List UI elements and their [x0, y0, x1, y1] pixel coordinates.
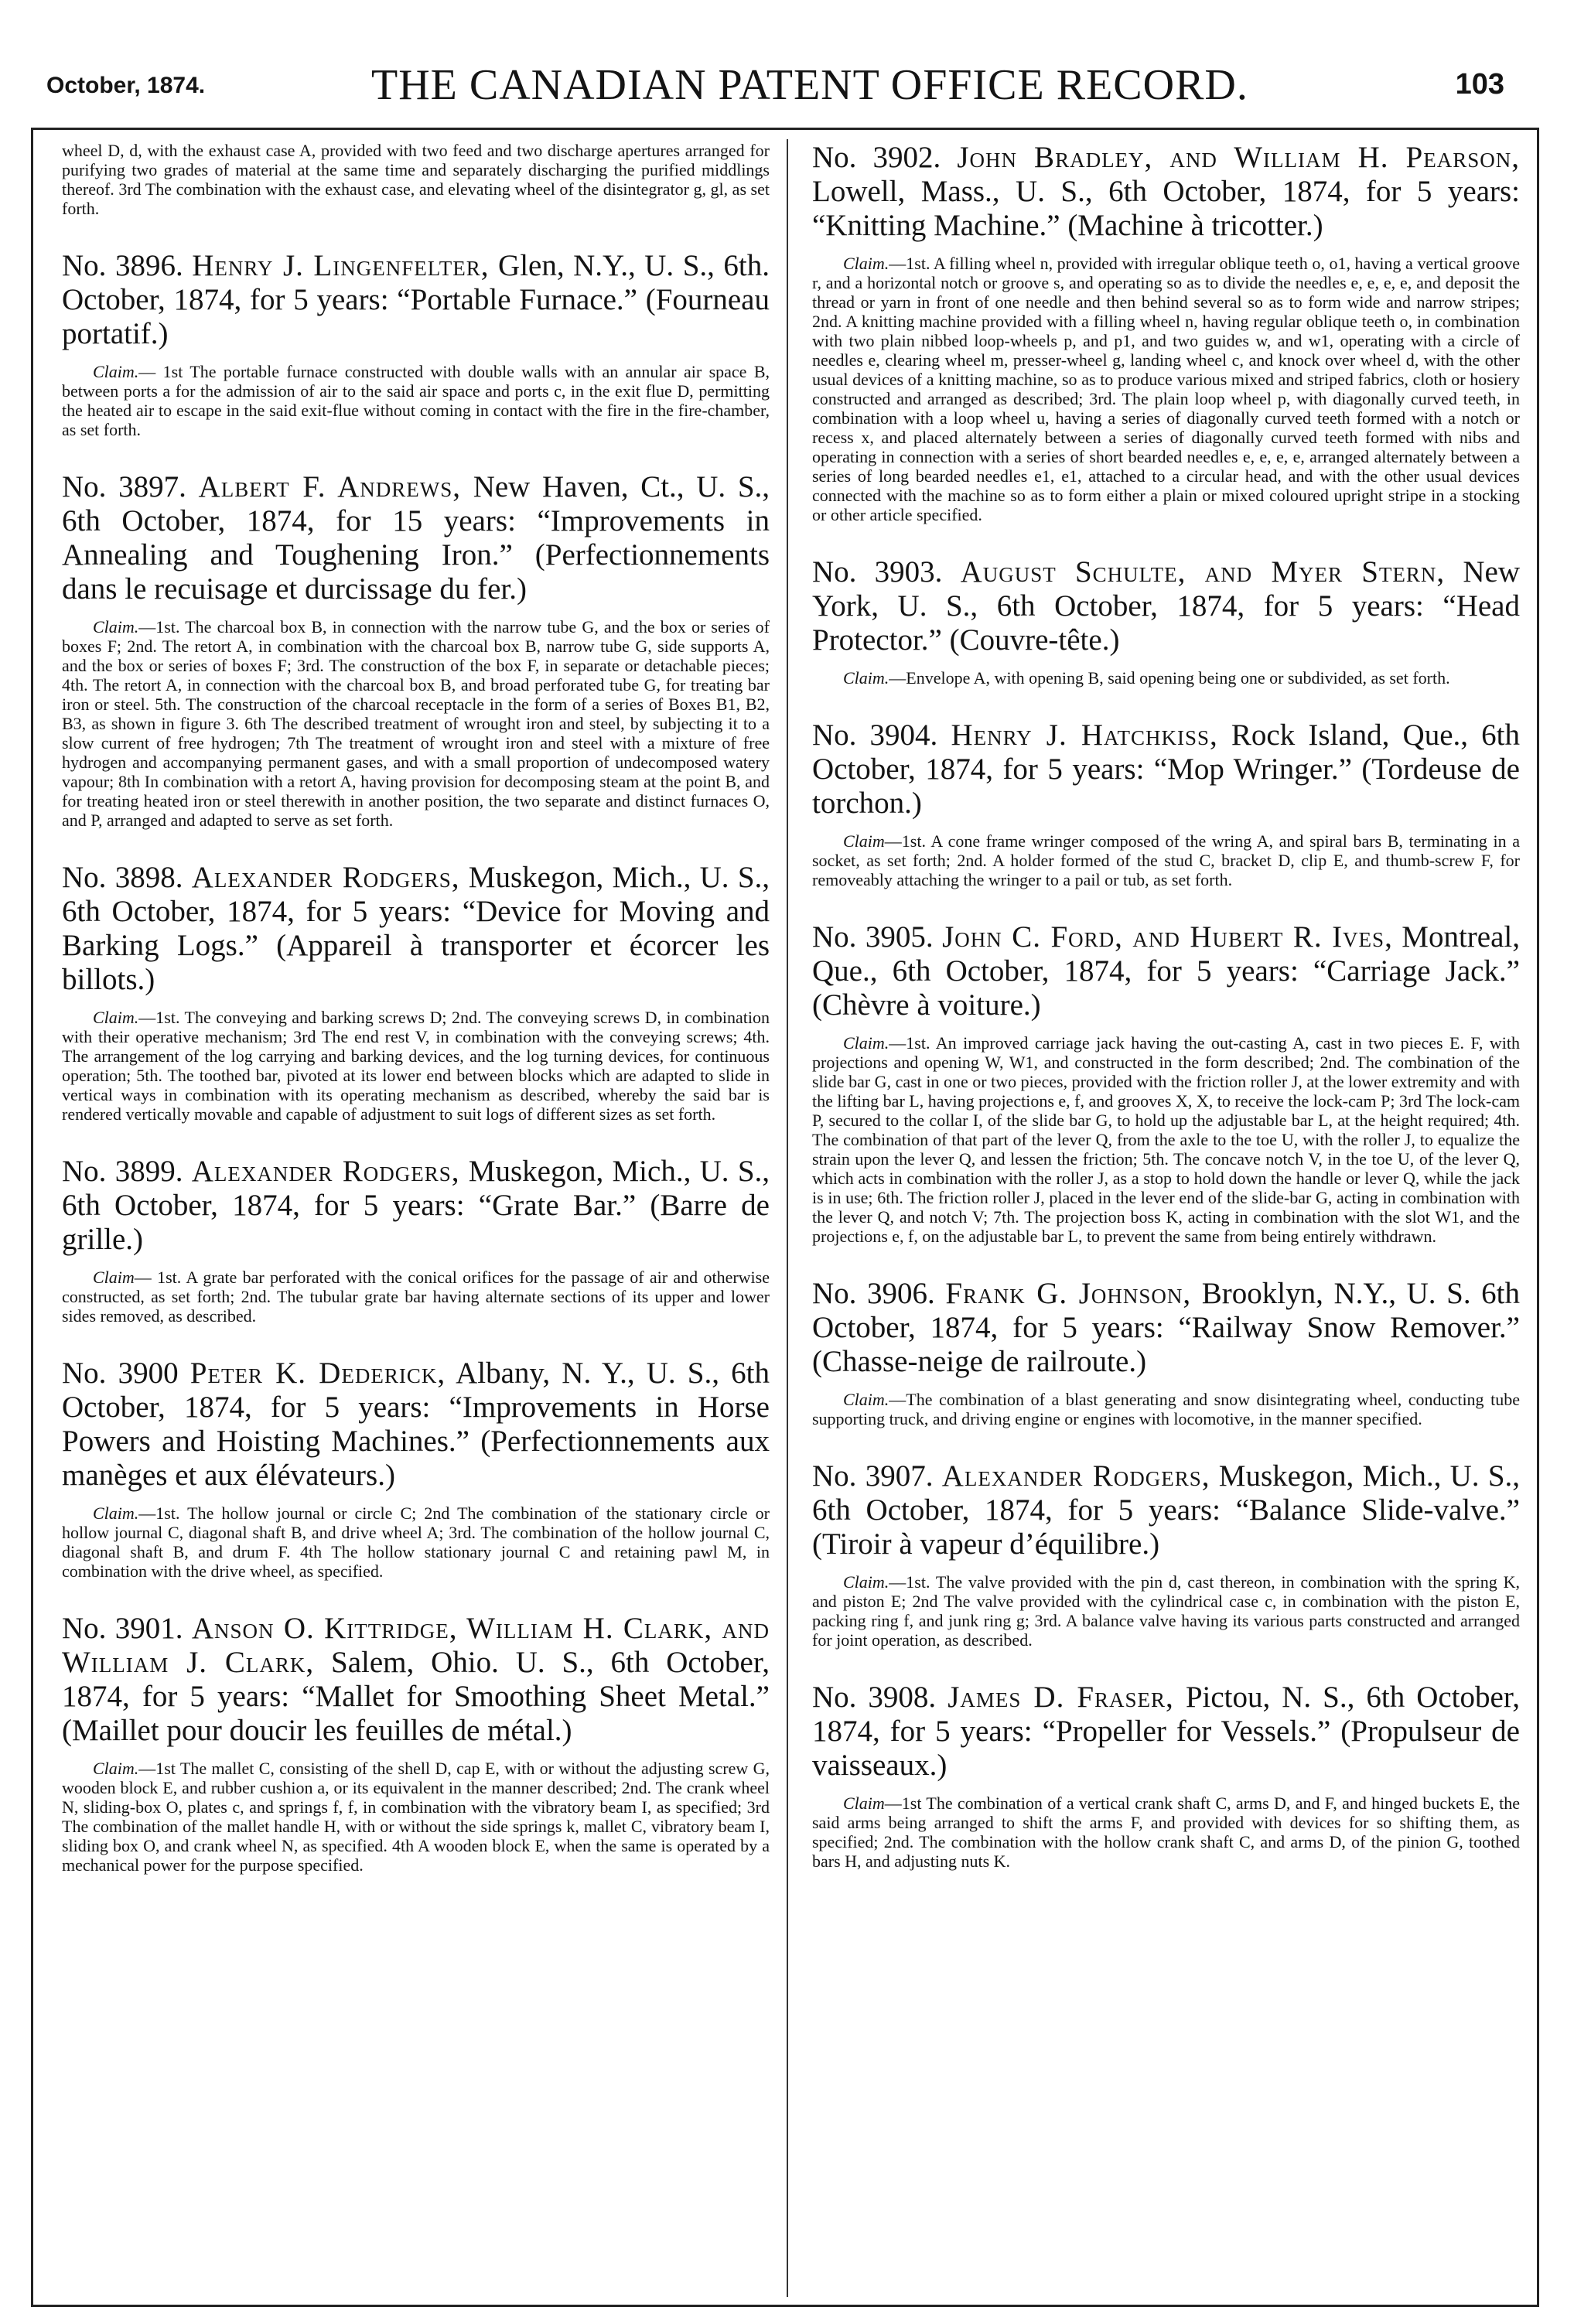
- patent-details: Muskegon, Mich., U. S., 6th October, 1874, for 5 years: “Device for Moving and Barking Logs.” (Appareil à transporter et écorcer les billots.): [62, 861, 770, 996]
- patent-details: Albany, N. Y., U. S., 6th October, 1874, for 5 years: “Improvements in Horse Powers and Hoisting Machines.” (Perfectionnements aux manèges et aux élévateurs.): [62, 1357, 770, 1492]
- patent-claim: [62, 1759, 770, 1875]
- claim-label: Claim: [843, 831, 885, 851]
- publication-title: THE CANADIAN PATENT OFFICE RECORD.: [371, 61, 1248, 109]
- patent-claim: [812, 1572, 1520, 1650]
- patentee-name: Henry J. Hatchkiss,: [951, 718, 1218, 752]
- patent-number: No. 3901.: [62, 1612, 183, 1645]
- claim-text: —1st. The valve provided with the pin d, cast thereon, in combination with the spring K, and piston E; 2nd The valve provided with the cylindrical case c, in combination with the piston E, packing ring f, and junk ring g; 3rd. A balance valve having its various parts constructed and arranged for joint operation, as described.: [812, 1572, 1520, 1650]
- patentee-name: Peter K. Dederick,: [189, 1357, 446, 1390]
- claim-label: Claim.: [93, 617, 139, 636]
- patentee-name: Anson O. Kittridge, William H. Clark, and William J. Clark,: [62, 1612, 770, 1679]
- patent-details: Salem, Ohio. U. S., 6th October, 1874, for 5 years: “Mallet for Smoothing Sheet Metal.” (Maillet pour doucir les feuilles de métal.): [62, 1646, 770, 1747]
- patent-heading: [812, 1459, 1520, 1561]
- claim-label: Claim.: [843, 1572, 889, 1592]
- claim-text: —1st. The conveying and barking screws D; 2nd. The conveying screws D, in combination with their operative mechanism; 3rd The end rest V, in combination with the conveying screws; 4th. The arrangement of the log carrying and barking devices, and the log turning devices, for continuous operation; 5th. The toothed bar, pivoted at its lower end between blocks which are adapted to slide in vertical ways in combination with its operating mechanism as described, whereby the said bar is rendered vertically movable and capable of adjustment to suit logs of different sizes as set forth.: [62, 1008, 770, 1124]
- patent-claim: [62, 1008, 770, 1124]
- page-header: [46, 60, 1516, 114]
- claim-label: Claim.: [843, 1390, 889, 1409]
- patent-heading: [62, 1155, 770, 1257]
- patent-number: No. 3905.: [812, 920, 934, 954]
- patentee-name: Alexander Rodgers,: [191, 861, 460, 894]
- patent-claim: [812, 831, 1520, 889]
- patent-entry-3904: [812, 718, 1520, 889]
- patent-entry-3897: [62, 470, 770, 830]
- patent-heading: [812, 1681, 1520, 1783]
- patent-entry-3908: [812, 1681, 1520, 1871]
- claim-label: Claim.: [843, 254, 889, 273]
- patent-details: Pictou, N. S., 6th October, 1874, for 5 years: “Propeller for Vessels.” (Propulseur de vaisseaux.): [812, 1681, 1521, 1782]
- patent-heading: [62, 1357, 770, 1493]
- patent-details: New Haven, Ct., U. S., 6th October, 1874, for 15 years: “Improvements in Annealing and Toughening Iron.” (Perfectionnements dans le recuisage et durcissage du fer.): [62, 470, 770, 606]
- left-column: [62, 141, 770, 1906]
- patent-number: No. 3904.: [812, 718, 938, 752]
- patent-claim: [812, 254, 1520, 524]
- patent-claim: [62, 362, 770, 439]
- patent-entry-3905: [812, 920, 1520, 1246]
- patent-details: Muskegon, Mich., U. S., 6th October, 1874, for 5 years: “Balance Slide-valve.” (Tiroir à vapeur d’équilibre.): [812, 1459, 1521, 1561]
- claim-text: —1st. A filling wheel n, provided with irregular oblique teeth o, o1, having a vertical groove r, and a horizontal notch or groove s, and operating so as to divide the needles e, e, e, e, and deposit the thread or yarn in front of one needle and then behind several so as to form wide and narrow stripes; 2nd. A knitting machine provided with a filling wheel n, having regular oblique teeth o, in combination with two plain nibbed loop-wheels p, and p1, and two guides w, and w1, operating with a circle of needles e, clearing wheel m, presser-wheel g, landing wheel c, and knock over wheel d, with the other usual devices of a knitting machine, so as to produce various mixed and striped fabrics, cloth or hosiery constructed and arranged as described; 3rd. The plain loop wheel p, with diagonally curved teeth, in combination with a loop wheel u, having a series of diagonally curved teeth formed with a notch or recess x, and placed alternately between a series of diagonally curved teeth formed with nibs and operating in connection with a series of short bearded needles e, e, e, e, arranged alternately between a series of long bearded needles e1, e1, attached to a circular head, and with the other usual devices connected with the machine so as to form either a plain or mixed coloured upright stripe in a stocking or other article specified.: [812, 254, 1520, 524]
- patent-number: No. 3900: [62, 1357, 179, 1390]
- column-rule: [787, 139, 788, 2297]
- patent-details: New York, U. S., 6th October, 1874, for 5 years: “Head Protector.” (Couvre-tête.): [812, 555, 1521, 657]
- claim-text: — 1st The portable furnace constructed with double walls with an annular air space B, between ports a for the admission of air to the said air space and ports c, in the exit flue D, permitting the heated air to escape in the said exit-flue without coming in contact with the fire in the fire-chamber, as set forth.: [62, 362, 770, 439]
- patent-heading: [812, 1277, 1520, 1379]
- claim-label: Claim.: [93, 1008, 139, 1027]
- claim-label: Claim.: [93, 1503, 139, 1523]
- patent-heading: [812, 718, 1520, 821]
- patent-details: Brooklyn, N.Y., U. S. 6th October, 1874, for 5 years: “Railway Snow Remover.” (Chasse-neige de railroute.): [812, 1277, 1521, 1378]
- patent-details: Lowell, Mass., U. S., 6th October, 1874, for 5 years: “Knitting Machine.” (Machine à tricotter.): [812, 175, 1520, 242]
- claim-text: —1st The combination of a vertical crank shaft C, arms D, and F, and hinged buckets E, the said arms being arranged to shift the arms F, and provided with devices for so shifting them, as specified; 2nd. The combination with the hollow crank shaft C, and arms D, of the pinion G, toothed bars H, and adjusting nuts K.: [812, 1793, 1520, 1871]
- patent-claim: [812, 1033, 1520, 1246]
- claim-text: —1st The mallet C, consisting of the shell D, cap E, with or without the adjusting screw G, wooden block E, and rubber cushion a, or its equivalent in the manner described; 2nd. The crank wheel N, sliding-box O, plates c, and springs f, f, in combination with the vibratory beam I, as specified; 3rd The combination of the mallet handle H, with or without the side springs k, mallet C, vibratory beam I, sliding box O, and crank wheel N, as specified. 4th A wooden block E, when the same is operated by a mechanical power for the purpose specified.: [62, 1759, 770, 1875]
- continued-claim: wheel D, d, with the exhaust case A, provided with two feed and two discharge apertures arranged for purifying two grades of material at the same time and separately discharging the purified middlings thereof. 3rd The combination with the exhaust case, and elevating wheel of the disintegrator g, gl, as set forth.: [62, 141, 770, 218]
- patent-details: Muskegon, Mich., U. S., 6th October, 1874, for 5 years: “Grate Bar.” (Barre de grille.): [62, 1155, 770, 1256]
- patent-number: No. 3906.: [812, 1277, 935, 1310]
- patent-entry-3903: [812, 555, 1520, 688]
- patent-heading: [62, 1612, 770, 1748]
- claim-label: Claim: [93, 1268, 135, 1287]
- patent-claim: [812, 1793, 1520, 1871]
- patent-claim: [812, 668, 1520, 688]
- patent-entry-3902: [812, 141, 1520, 524]
- patent-number: No. 3897.: [62, 470, 186, 503]
- patent-number: No. 3907.: [812, 1459, 934, 1493]
- patentee-name: August Schulte, and Myer Stern,: [960, 555, 1446, 589]
- patent-entry-3907: [812, 1459, 1520, 1650]
- patent-heading: [62, 470, 770, 606]
- claim-text: —The combination of a blast generating and snow disintegrating wheel, conducting tube supporting truck, and driving engine or engines with locomotive, in the manner specified.: [812, 1390, 1520, 1428]
- claim-text: —1st. The charcoal box B, in connection with the narrow tube G, and the box or series of boxes F; 2nd. The retort A, in combination with the charcoal box B, narrow tube G, side supports A, and the box or series of boxes F; 3rd. The construction of the box F, in separate or detachable pieces; 4th. The retort A, in connection with the charcoal box B, and broad perforated tube G, for treating bar iron or steel. 5th. The construction of the charcoal receptacle in the form of a series of Boxes B1, B2, B3, as shown in figure 3. 6th The described treatment of wrought iron and steel, by subjecting it to a slow current of free hydrogen; 7th The treatment of wrought iron and steel with a mixture of free hydrogen and accompanying permanent gases, and with a small proportion of undecomposed watery vapour; 8th In combination with a retort A, having provision for decomposing steam at the point B, and for treating heated iron or steel therewith in another position, the two separate and distinct furnaces O, and P, arranged and adapted to serve as set forth.: [62, 617, 770, 830]
- patent-details: Rock Island, Que., 6th October, 1874, for 5 years: “Mop Wringer.” (Tordeuse de torchon.): [812, 718, 1521, 820]
- patent-number: No. 3903.: [812, 555, 943, 589]
- right-column: [812, 141, 1520, 1902]
- patent-heading: [812, 141, 1520, 243]
- patentee-name: John C. Ford, and Hubert R. Ives,: [942, 920, 1393, 954]
- patentee-name: Henry J. Lingenfelter,: [192, 249, 490, 282]
- patent-entry-3900: [62, 1357, 770, 1581]
- patent-claim: [812, 1390, 1520, 1428]
- page-number: 103: [1455, 68, 1504, 101]
- patent-details: Glen, N.Y., U. S., 6th. October, 1874, for 5 years: “Portable Furnace.” (Fourneau portatif.): [62, 249, 770, 350]
- patentee-name: Alexander Rodgers,: [191, 1155, 460, 1188]
- patentee-name: Frank G. Johnson,: [945, 1277, 1192, 1310]
- patent-entry-3896: [62, 249, 770, 439]
- patentee-name: Alexander Rodgers,: [941, 1459, 1210, 1493]
- patent-entry-3898: [62, 861, 770, 1124]
- patent-details: Montreal, Que., 6th October, 1874, for 5 years: “Carriage Jack.” (Chèvre à voiture.): [812, 920, 1521, 1022]
- patent-number: No. 3898.: [62, 861, 183, 894]
- patent-entry-3899: [62, 1155, 770, 1326]
- patent-number: No. 3899.: [62, 1155, 183, 1188]
- claim-text: —1st. A cone frame wringer composed of the wring A, and spiral bars B, terminating in a socket, as set forth; 2nd. A holder formed of the stud C, bracket D, clip E, and thumb-screw F, for removeably attaching the wringer to a pail or tub, as set forth.: [812, 831, 1520, 889]
- patent-number: No. 3896.: [62, 249, 183, 282]
- issue-date: October, 1874.: [46, 73, 206, 98]
- patent-heading: [812, 920, 1520, 1022]
- patent-entry-3906: [812, 1277, 1520, 1428]
- patentee-name: James D. Fraser,: [947, 1681, 1174, 1714]
- patent-heading: [62, 249, 770, 351]
- claim-text: — 1st. A grate bar perforated with the conical orifices for the passage of air and otherwise constructed, as set forth; 2nd. The tubular grate bar having alternate sections of its upper and lower sides removed, as described.: [62, 1268, 770, 1326]
- claim-label: Claim.: [93, 362, 139, 381]
- patent-number: No. 3902.: [812, 141, 941, 174]
- claim-text: —1st. An improved carriage jack having the out-casting A, cast in two pieces E. F, with projections and opening W, W1, and constructed in the form described; 2nd. The combination of the slide bar G, cast in one or two pieces, provided with the friction roller J, at the lower extremity and with the lifting bar L, having projections e, f, and grooves X, X, to receive the lock-cam P; 3rd The lock-cam P, secured to the collar I, of the slide bar G, to hold up the adjustable bar L, at the height required; 4th. The combination of that part of the lever Q, from the axle to the toe U, with the roller J, to equalize the strain upon the lever Q, and lessen the friction; 5th. The concave notch V, in the toe U, of the lever Q, which acts in combination with the roller J, as a stop to hold down the handle or lever Q, while the jack is in use; 6th. The friction roller J, placed in the lever end of the slide-bar G, acting in combination with the lever Q, and notch V; 7th. The projection boss K, acting in combination with the slot W1, and the projections e, f, on the adjustable bar L, to prevent the same from being entirely withdrawn.: [812, 1033, 1520, 1246]
- patent-number: No. 3908.: [812, 1681, 937, 1714]
- patent-claim: [62, 617, 770, 830]
- patent-heading: [812, 555, 1520, 657]
- claim-text: —1st. The hollow journal or circle C; 2nd The combination of the stationary circle or hollow journal C, diagonal shaft B, and drive wheel A; 3rd. The combination of the hollow journal C, diagonal shaft B, and drum F. 4th The hollow stationary journal C and retaining pawl M, in combination with the drive wheel, as specified.: [62, 1503, 770, 1581]
- patent-heading: [62, 861, 770, 997]
- patent-claim: [62, 1503, 770, 1581]
- claim-label: Claim.: [93, 1759, 139, 1778]
- patent-entry-3901: [62, 1612, 770, 1875]
- patentee-name: Albert F. Andrews,: [198, 470, 461, 503]
- claim-text: —Envelope A, with opening B, said opening being one or subdivided, as set forth.: [889, 668, 1450, 688]
- claim-label: Claim.: [843, 1033, 889, 1053]
- claim-label: Claim: [843, 1793, 885, 1813]
- patent-claim: [62, 1268, 770, 1326]
- patentee-name: John Bradley, and William H. Pearson,: [957, 141, 1521, 174]
- claim-label: Claim.: [843, 668, 889, 688]
